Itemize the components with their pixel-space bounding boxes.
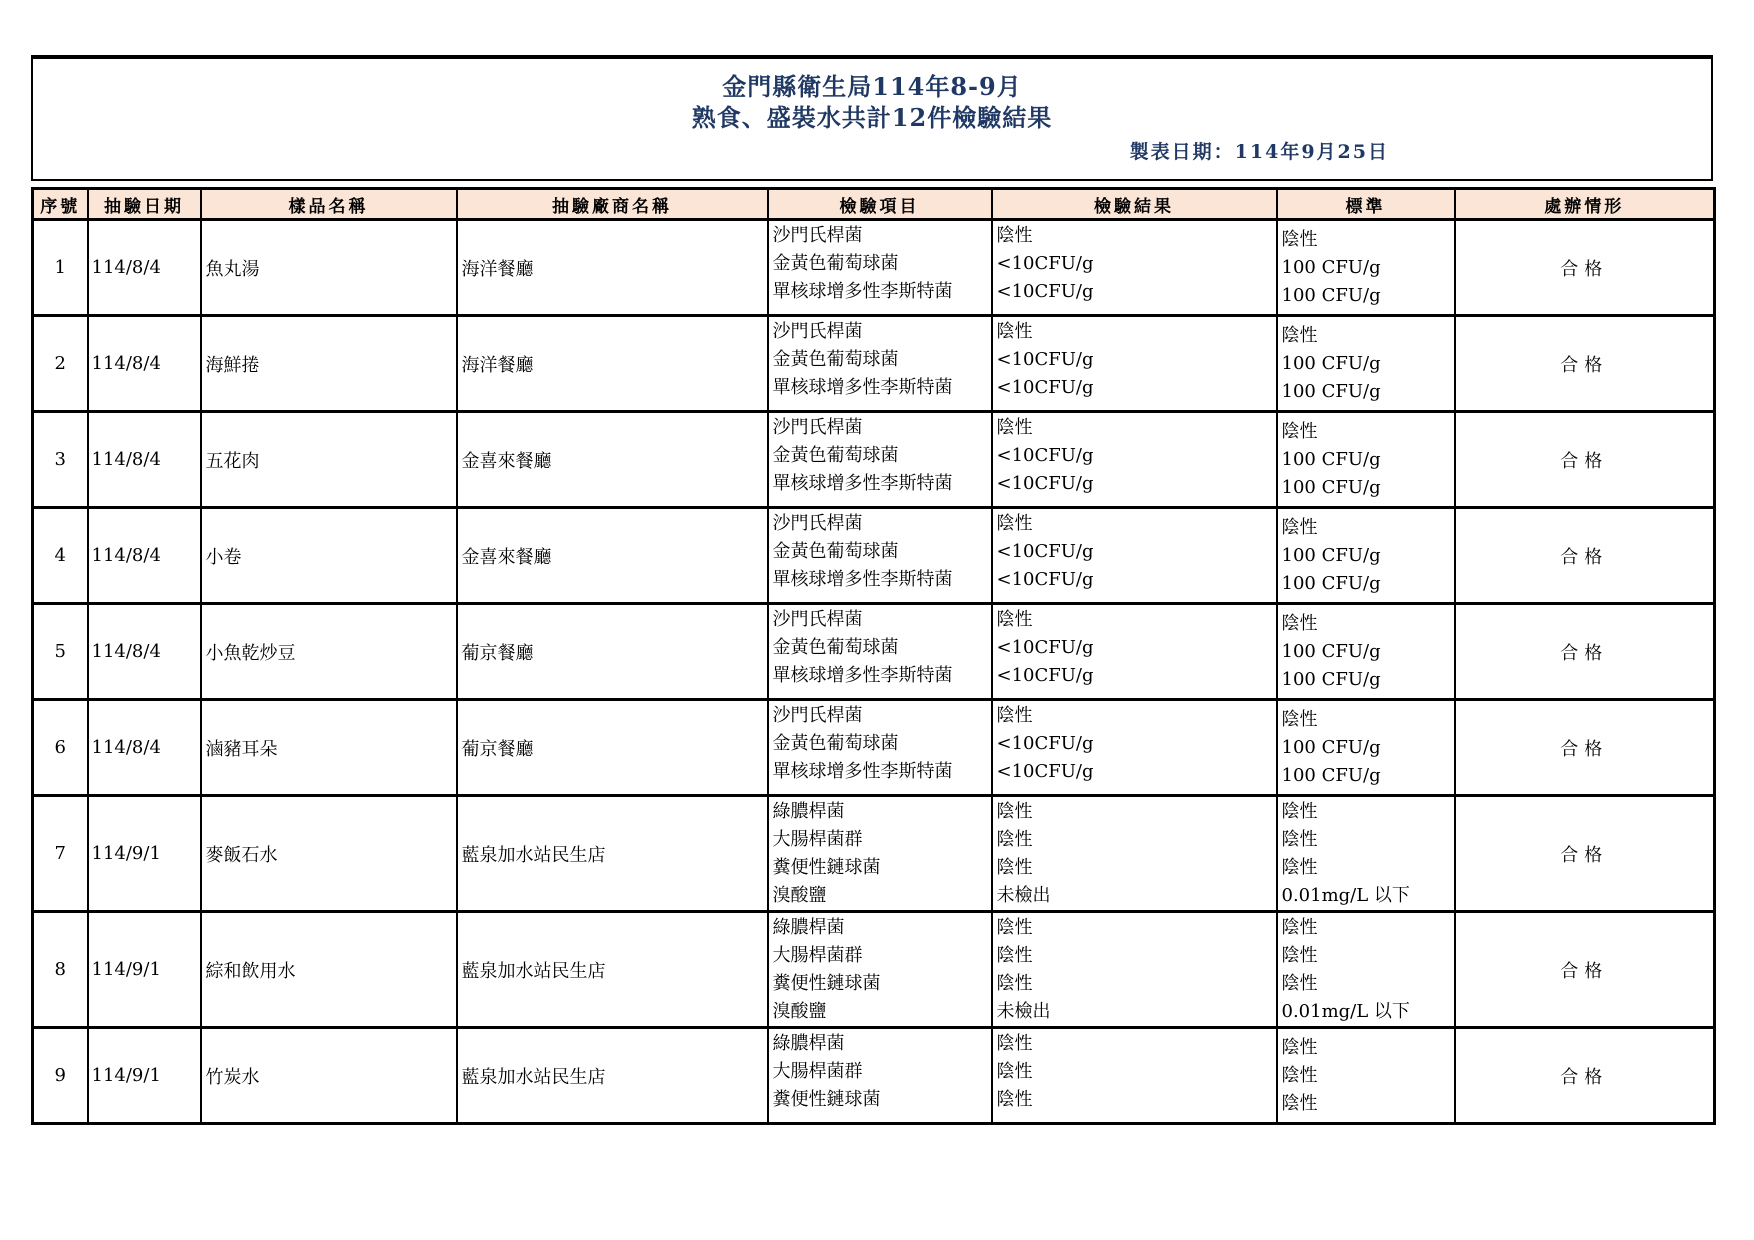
- cell-items-line: 綠膿桿菌: [772, 917, 845, 938]
- header-cell: 樣品名稱: [201, 189, 457, 220]
- cell-items-line: 溴酸鹽: [772, 885, 827, 906]
- cell-items-line: 單核球增多性李斯特菌: [772, 569, 953, 590]
- cell-date: 114/8/4: [88, 220, 201, 316]
- cell-results-line: 陰性: [996, 609, 1033, 630]
- cell-standards-line: 100 CFU/g: [1281, 380, 1381, 402]
- cell-date: 114/8/4: [88, 700, 201, 796]
- cell-items-line: 單核球增多性李斯特菌: [772, 665, 953, 686]
- cell-items-line: 金黃色葡萄球菌: [772, 253, 899, 274]
- cell-date: 114/9/1: [88, 912, 201, 1028]
- cell-standards: [1277, 604, 1455, 700]
- cell-items-line: 糞便性鏈球菌: [772, 1089, 881, 1110]
- cell-results: [992, 412, 1277, 508]
- cell-standards: [1277, 1028, 1455, 1124]
- cell-items-line: 金黃色葡萄球菌: [772, 349, 899, 370]
- cell-standards-line: 100 CFU/g: [1281, 640, 1381, 662]
- cell-items-line: 金黃色葡萄球菌: [772, 445, 899, 466]
- cell-standards-line: 陰性: [1281, 324, 1318, 346]
- cell-sample: 小魚乾炒豆: [201, 604, 457, 700]
- table-row: [33, 912, 1715, 1028]
- table-row: [33, 1028, 1715, 1124]
- cell-items: [768, 796, 992, 912]
- cell-results-line: <10CFU/g: [996, 253, 1094, 274]
- cell-items-line: 單核球增多性李斯特菌: [772, 761, 953, 782]
- cell-items-line: 金黃色葡萄球菌: [772, 733, 899, 754]
- cell-disposition: 合格: [1455, 796, 1715, 912]
- cell-no: 3: [33, 412, 88, 508]
- cell-standards-line: 100 CFU/g: [1281, 476, 1381, 498]
- cell-results: [992, 912, 1277, 1028]
- cell-results: [992, 316, 1277, 412]
- cell-standards: [1277, 412, 1455, 508]
- cell-results: [992, 796, 1277, 912]
- cell-results-line: 未檢出: [996, 1001, 1051, 1022]
- cell-results-line: 陰性: [996, 225, 1033, 246]
- cell-results-line: 陰性: [996, 1061, 1033, 1082]
- cell-results-line: 未檢出: [996, 885, 1051, 906]
- cell-standards-line: 陰性: [1281, 228, 1318, 250]
- cell-items-line: 綠膿桿菌: [772, 1033, 845, 1054]
- table-row: [33, 412, 1715, 508]
- table-row: [33, 604, 1715, 700]
- cell-items: [768, 912, 992, 1028]
- cell-standards-line: 陰性: [1281, 828, 1318, 850]
- cell-results-line: 陰性: [996, 973, 1033, 994]
- cell-vendor: 海洋餐廳: [457, 220, 768, 316]
- cell-results-line: <10CFU/g: [996, 761, 1094, 782]
- cell-no: 4: [33, 508, 88, 604]
- cell-no: 7: [33, 796, 88, 912]
- cell-standards-line: 100 CFU/g: [1281, 736, 1381, 758]
- cell-standards-line: 100 CFU/g: [1281, 284, 1381, 306]
- cell-standards-line: 陰性: [1281, 1036, 1318, 1058]
- cell-results: [992, 1028, 1277, 1124]
- cell-results: [992, 604, 1277, 700]
- cell-disposition: 合格: [1455, 700, 1715, 796]
- header-cell: 處辦情形: [1455, 189, 1715, 220]
- cell-standards-line: 陰性: [1281, 612, 1318, 634]
- cell-standards-line: 陰性: [1281, 708, 1318, 730]
- cell-items-line: 溴酸鹽: [772, 1001, 827, 1022]
- cell-results-line: 陰性: [996, 801, 1033, 822]
- cell-sample: 滷豬耳朵: [201, 700, 457, 796]
- cell-vendor: 藍泉加水站民生店: [457, 912, 768, 1028]
- cell-results-line: 陰性: [996, 513, 1033, 534]
- cell-items-line: 沙門氏桿菌: [772, 609, 863, 630]
- cell-sample: 麥飯石水: [201, 796, 457, 912]
- header-cell: 抽驗日期: [88, 189, 201, 220]
- cell-no: 9: [33, 1028, 88, 1124]
- cell-no: 6: [33, 700, 88, 796]
- cell-results-line: <10CFU/g: [996, 445, 1094, 466]
- cell-results: [992, 220, 1277, 316]
- cell-standards-line: 100 CFU/g: [1281, 572, 1381, 594]
- cell-results-line: 陰性: [996, 705, 1033, 726]
- cell-standards-line: 陰性: [1281, 1064, 1318, 1086]
- cell-standards: [1277, 700, 1455, 796]
- table-row: [33, 220, 1715, 316]
- report-sheet: [31, 55, 1713, 1125]
- cell-standards-line: 100 CFU/g: [1281, 764, 1381, 786]
- cell-disposition: 合格: [1455, 1028, 1715, 1124]
- cell-disposition: 合格: [1455, 412, 1715, 508]
- cell-items-line: 金黃色葡萄球菌: [772, 637, 899, 658]
- cell-date: 114/9/1: [88, 1028, 201, 1124]
- cell-results-line: 陰性: [996, 945, 1033, 966]
- header-cell: 抽驗廠商名稱: [457, 189, 768, 220]
- cell-items-line: 大腸桿菌群: [772, 1061, 863, 1082]
- cell-items-line: 糞便性鏈球菌: [772, 857, 881, 878]
- cell-no: 5: [33, 604, 88, 700]
- cell-vendor: 金喜來餐廳: [457, 412, 768, 508]
- cell-vendor: 葡京餐廳: [457, 604, 768, 700]
- cell-items-line: 大腸桿菌群: [772, 829, 863, 850]
- cell-results-line: 陰性: [996, 917, 1033, 938]
- cell-results-line: <10CFU/g: [996, 281, 1094, 302]
- cell-results-line: <10CFU/g: [996, 569, 1094, 590]
- cell-results-line: <10CFU/g: [996, 637, 1094, 658]
- cell-standards-line: 陰性: [1281, 420, 1318, 442]
- cell-sample: 竹炭水: [201, 1028, 457, 1124]
- cell-results-line: <10CFU/g: [996, 541, 1094, 562]
- cell-date: 114/8/4: [88, 316, 201, 412]
- cell-standards-line: 陰性: [1281, 1092, 1318, 1114]
- cell-no: 2: [33, 316, 88, 412]
- cell-standards: [1277, 796, 1455, 912]
- cell-disposition: 合格: [1455, 508, 1715, 604]
- table-row: [33, 700, 1715, 796]
- cell-items: [768, 700, 992, 796]
- cell-results-line: <10CFU/g: [996, 733, 1094, 754]
- cell-sample: 小卷: [201, 508, 457, 604]
- header-cell: 檢驗項目: [768, 189, 992, 220]
- table-row: [33, 316, 1715, 412]
- cell-items: [768, 412, 992, 508]
- cell-results: [992, 700, 1277, 796]
- cell-results-line: 陰性: [996, 1033, 1033, 1054]
- cell-results-line: <10CFU/g: [996, 473, 1094, 494]
- cell-results-line: 陰性: [996, 417, 1033, 438]
- cell-date: 114/8/4: [88, 508, 201, 604]
- cell-items-line: 金黃色葡萄球菌: [772, 541, 899, 562]
- cell-standards-line: 陰性: [1281, 972, 1318, 994]
- cell-disposition: 合格: [1455, 604, 1715, 700]
- cell-vendor: 藍泉加水站民生店: [457, 796, 768, 912]
- cell-items-line: 沙門氏桿菌: [772, 321, 863, 342]
- cell-no: 1: [33, 220, 88, 316]
- cell-items-line: 沙門氏桿菌: [772, 705, 863, 726]
- cell-standards: [1277, 912, 1455, 1028]
- header-row: [33, 189, 1715, 220]
- cell-vendor: 葡京餐廳: [457, 700, 768, 796]
- table-row: [33, 508, 1715, 604]
- cell-standards-line: 陰性: [1281, 916, 1318, 938]
- cell-standards: [1277, 220, 1455, 316]
- cell-vendor: 金喜來餐廳: [457, 508, 768, 604]
- cell-sample: 魚丸湯: [201, 220, 457, 316]
- page-subtitle: 熟食、盛裝水共計12件檢驗結果: [691, 103, 1053, 132]
- cell-vendor: 海洋餐廳: [457, 316, 768, 412]
- header-cell: 檢驗結果: [992, 189, 1277, 220]
- cell-vendor: 藍泉加水站民生店: [457, 1028, 768, 1124]
- cell-date: 114/9/1: [88, 796, 201, 912]
- header-cell: 標準: [1277, 189, 1455, 220]
- cell-items-line: 綠膿桿菌: [772, 801, 845, 822]
- cell-items-line: 單核球增多性李斯特菌: [772, 377, 953, 398]
- cell-standards-line: 100 CFU/g: [1281, 668, 1381, 690]
- cell-results-line: <10CFU/g: [996, 377, 1094, 398]
- cell-standards-line: 陰性: [1281, 800, 1318, 822]
- cell-disposition: 合格: [1455, 316, 1715, 412]
- cell-standards-line: 100 CFU/g: [1281, 256, 1381, 278]
- cell-items-line: 沙門氏桿菌: [772, 417, 863, 438]
- cell-standards-line: 陰性: [1281, 944, 1318, 966]
- header-cell: 序號: [33, 189, 88, 220]
- cell-items-line: 大腸桿菌群: [772, 945, 863, 966]
- cell-standards-line: 100 CFU/g: [1281, 352, 1381, 374]
- cell-no: 8: [33, 912, 88, 1028]
- cell-items: [768, 316, 992, 412]
- cell-sample: 五花肉: [201, 412, 457, 508]
- cell-items: [768, 604, 992, 700]
- results-table: [31, 187, 1716, 1125]
- page-title: 金門縣衛生局114年8-9月: [722, 72, 1022, 101]
- cell-items: [768, 220, 992, 316]
- report-date: 製表日期：114年9月25日: [1129, 141, 1389, 163]
- cell-results-line: 陰性: [996, 321, 1033, 342]
- title-box: [31, 55, 1713, 181]
- cell-sample: 海鮮捲: [201, 316, 457, 412]
- cell-standards: [1277, 316, 1455, 412]
- cell-disposition: 合格: [1455, 220, 1715, 316]
- cell-results-line: 陰性: [996, 829, 1033, 850]
- cell-items-line: 單核球增多性李斯特菌: [772, 473, 953, 494]
- cell-items-line: 沙門氏桿菌: [772, 513, 863, 534]
- cell-date: 114/8/4: [88, 412, 201, 508]
- cell-standards-line: 100 CFU/g: [1281, 448, 1381, 470]
- cell-standards-line: 0.01mg/L 以下: [1281, 1000, 1410, 1022]
- cell-items-line: 糞便性鏈球菌: [772, 973, 881, 994]
- cell-standards-line: 陰性: [1281, 856, 1318, 878]
- cell-results-line: <10CFU/g: [996, 349, 1094, 370]
- cell-items: [768, 1028, 992, 1124]
- cell-results-line: <10CFU/g: [996, 665, 1094, 686]
- cell-standards-line: 陰性: [1281, 516, 1318, 538]
- cell-results: [992, 508, 1277, 604]
- cell-standards-line: 0.01mg/L 以下: [1281, 884, 1410, 906]
- cell-items-line: 沙門氏桿菌: [772, 225, 863, 246]
- cell-items-line: 單核球增多性李斯特菌: [772, 281, 953, 302]
- cell-date: 114/8/4: [88, 604, 201, 700]
- cell-results-line: 陰性: [996, 857, 1033, 878]
- cell-results-line: 陰性: [996, 1089, 1033, 1110]
- cell-standards-line: 100 CFU/g: [1281, 544, 1381, 566]
- cell-sample: 綜和飲用水: [201, 912, 457, 1028]
- cell-items: [768, 508, 992, 604]
- cell-standards: [1277, 508, 1455, 604]
- cell-disposition: 合格: [1455, 912, 1715, 1028]
- table-row: [33, 796, 1715, 912]
